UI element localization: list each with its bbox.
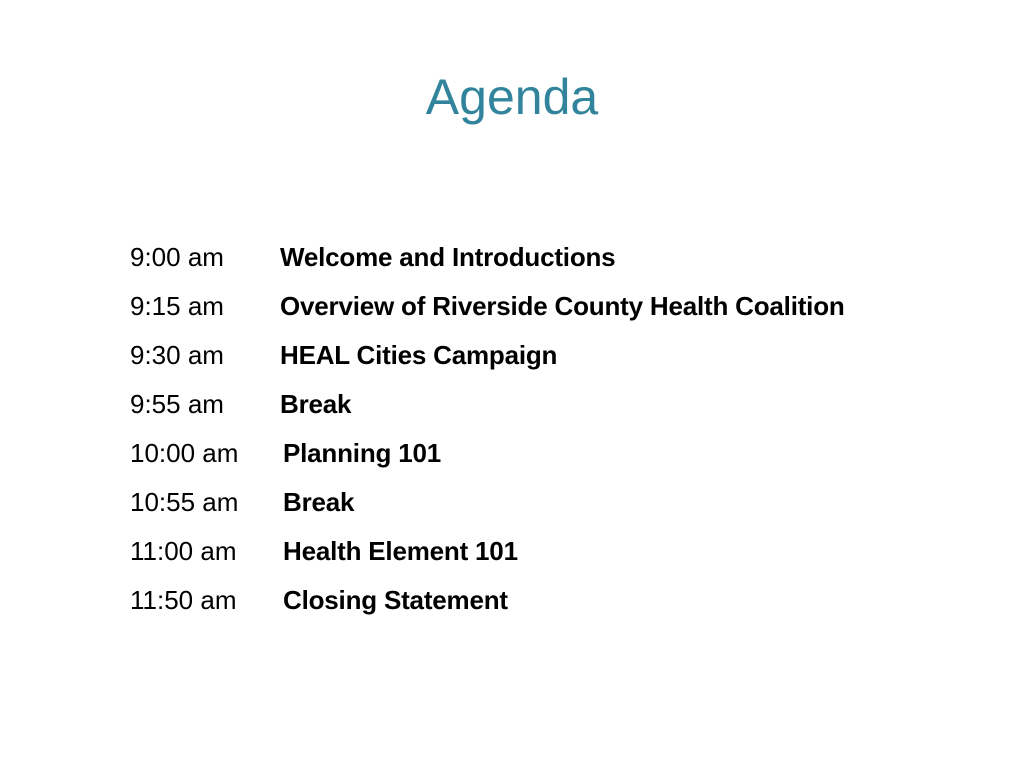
agenda-item: HEAL Cities Campaign [280, 340, 558, 370]
agenda-row [130, 331, 990, 380]
agenda-time: 9:55 am [130, 389, 224, 419]
agenda-row [130, 282, 990, 331]
agenda-item: Planning 101 [283, 438, 441, 468]
agenda-list [130, 233, 990, 625]
agenda-time: 9:00 am [130, 242, 224, 272]
agenda-time: 10:55 am [130, 487, 239, 517]
agenda-row [130, 527, 990, 576]
agenda-item: Closing Statement [283, 585, 508, 615]
agenda-time: 9:30 am [130, 340, 224, 370]
agenda-item: Break [280, 389, 352, 419]
slide-title: Agenda [425, 69, 599, 125]
agenda-item: Health Element 101 [283, 536, 518, 566]
agenda-time: 11:00 am [130, 536, 237, 566]
agenda-item: Welcome and Introductions [280, 242, 616, 272]
agenda-row [130, 429, 990, 478]
agenda-item: Break [283, 487, 355, 517]
agenda-time: 10:00 am [130, 438, 239, 468]
agenda-row [130, 233, 990, 282]
agenda-item: Overview of Riverside County Health Coalition [280, 291, 845, 321]
agenda-time: 9:15 am [130, 291, 224, 321]
agenda-row [130, 380, 990, 429]
agenda-time: 11:50 am [130, 585, 237, 615]
agenda-row [130, 576, 990, 625]
agenda-row [130, 478, 990, 527]
